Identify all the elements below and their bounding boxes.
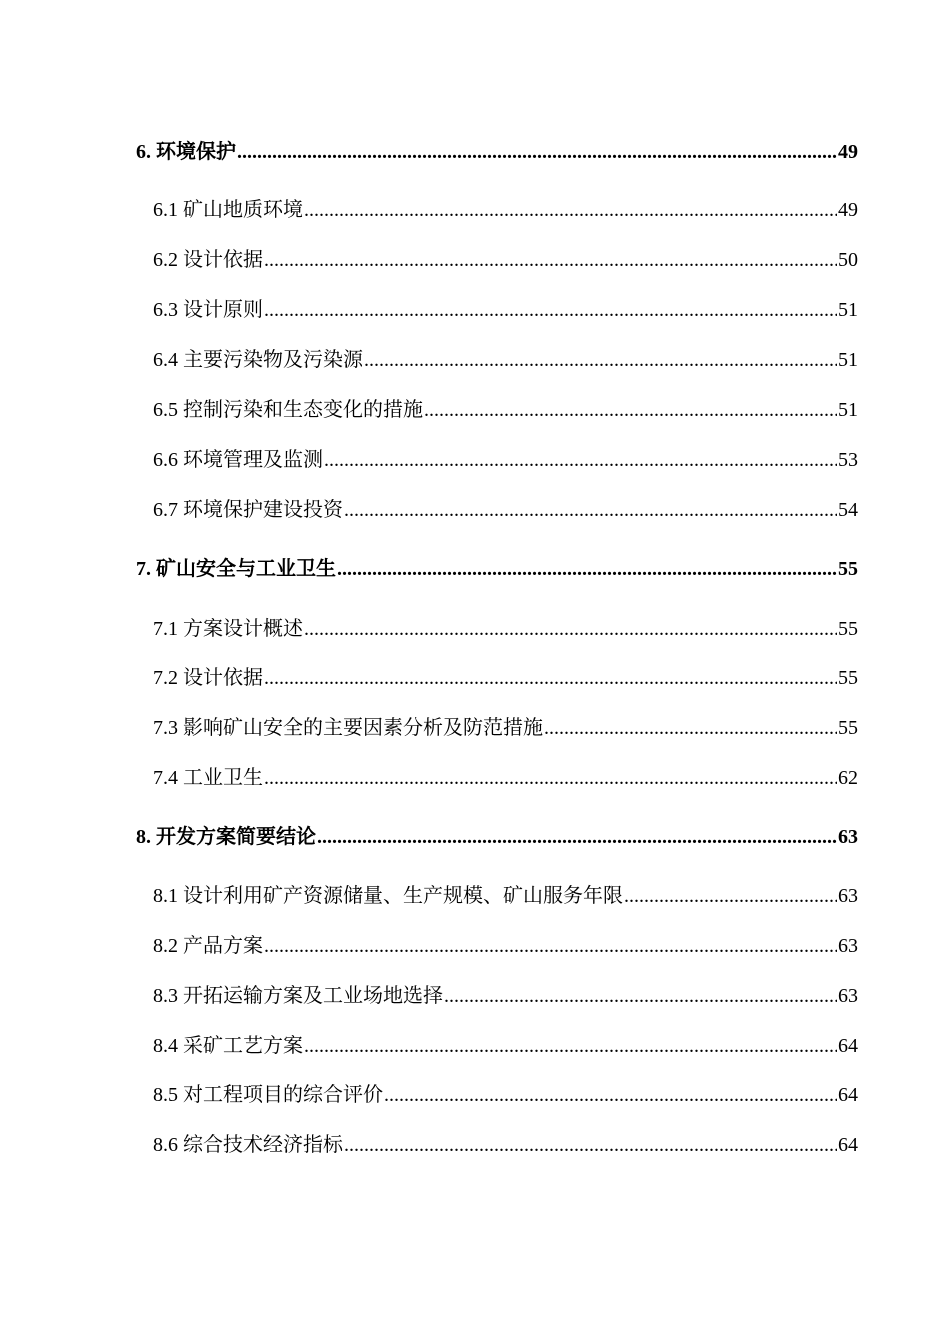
toc-entry-page: 63	[838, 935, 858, 957]
toc-entry-label: 7.2 设计依据	[153, 667, 263, 689]
toc-section-8[interactable]	[136, 822, 858, 852]
toc-dot-leader	[344, 495, 837, 525]
toc-entry-label: 7.4 工业卫生	[153, 767, 263, 789]
toc-entry-label: 8.1 设计利用矿产资源储量、生产规模、矿山服务年限	[153, 885, 623, 907]
toc-dot-leader	[337, 554, 837, 584]
toc-dot-leader	[264, 245, 837, 275]
toc-entry-page: 63	[838, 985, 858, 1007]
toc-entry-label: 8.6 综合技术经济指标	[153, 1134, 343, 1156]
toc-entry-label: 6.1 矿山地质环境	[153, 199, 303, 221]
toc-entry-7-1[interactable]	[153, 614, 858, 644]
toc-entry-page: 55	[838, 618, 858, 640]
toc-entry-label: 6. 环境保护	[136, 141, 236, 163]
toc-entry-label: 6.6 环境管理及监测	[153, 449, 323, 471]
toc-entry-label: 8.2 产品方案	[153, 935, 263, 957]
toc-entry-page: 64	[838, 1035, 858, 1057]
toc-entry-8-5[interactable]	[153, 1080, 858, 1110]
toc-entry-page: 53	[838, 449, 858, 471]
toc-entry-7-4[interactable]	[153, 763, 858, 793]
toc-entry-label: 6.5 控制污染和生态变化的措施	[153, 399, 423, 421]
toc-entry-page: 54	[838, 499, 858, 521]
toc-entry-page: 55	[838, 717, 858, 739]
toc-entry-page: 50	[838, 249, 858, 271]
toc-dot-leader	[264, 931, 837, 961]
toc-entry-label: 6.7 环境保护建设投资	[153, 499, 343, 521]
toc-entry-7-2[interactable]	[153, 663, 858, 693]
toc-dot-leader	[264, 663, 837, 693]
toc-entry-page: 55	[838, 667, 858, 689]
toc-entry-page: 55	[838, 558, 858, 580]
toc-dot-leader	[304, 1031, 837, 1061]
toc-entry-label: 8. 开发方案简要结论	[136, 826, 316, 848]
toc-entry-label: 8.5 对工程项目的综合评价	[153, 1084, 383, 1106]
toc-entry-6-3[interactable]	[153, 295, 858, 325]
toc-dot-leader	[304, 195, 837, 225]
toc-dot-leader	[344, 1130, 837, 1160]
toc-entry-label: 6.4 主要污染物及污染源	[153, 349, 363, 371]
toc-entry-page: 64	[838, 1134, 858, 1156]
toc-entry-page: 51	[838, 299, 858, 321]
toc-entry-label: 7.3 影响矿山安全的主要因素分析及防范措施	[153, 717, 543, 739]
toc-dot-leader	[544, 713, 837, 743]
toc-entry-6-2[interactable]	[153, 245, 858, 275]
toc-entry-label: 6.3 设计原则	[153, 299, 263, 321]
toc-dot-leader	[444, 981, 837, 1011]
toc-entry-label: 7.1 方案设计概述	[153, 618, 303, 640]
toc-entry-page: 49	[838, 141, 858, 163]
toc-entry-6-4[interactable]	[153, 345, 858, 375]
toc-entry-7-3[interactable]	[153, 713, 858, 743]
toc-entry-page: 62	[838, 767, 858, 789]
toc-entry-label: 6.2 设计依据	[153, 249, 263, 271]
toc-entry-8-2[interactable]	[153, 931, 858, 961]
toc-entry-page: 63	[838, 826, 858, 848]
toc-entry-page: 64	[838, 1084, 858, 1106]
toc-entry-page: 51	[838, 349, 858, 371]
toc-dot-leader	[384, 1080, 837, 1110]
toc-dot-leader	[264, 295, 837, 325]
toc-entry-page: 49	[838, 199, 858, 221]
toc-entry-6-7[interactable]	[153, 495, 858, 525]
toc-section-7[interactable]	[136, 554, 858, 584]
toc-dot-leader	[624, 881, 837, 911]
toc-entry-6-5[interactable]	[153, 395, 858, 425]
toc-section-6[interactable]	[136, 137, 858, 167]
toc-dot-leader	[317, 822, 837, 852]
toc-entry-8-6[interactable]	[153, 1130, 858, 1160]
toc-entry-8-3[interactable]	[153, 981, 858, 1011]
toc-entry-6-1[interactable]	[153, 195, 858, 225]
toc-entry-page: 51	[838, 399, 858, 421]
toc-entry-label: 8.3 开拓运输方案及工业场地选择	[153, 985, 443, 1007]
toc-dot-leader	[324, 445, 837, 475]
toc-dot-leader	[304, 614, 837, 644]
toc-entry-6-6[interactable]	[153, 445, 858, 475]
toc-dot-leader	[364, 345, 837, 375]
toc-entry-label: 8.4 采矿工艺方案	[153, 1035, 303, 1057]
toc-entry-page: 63	[838, 885, 858, 907]
toc-entry-8-1[interactable]	[153, 881, 858, 911]
toc-dot-leader	[264, 763, 837, 793]
toc-entry-label: 7. 矿山安全与工业卫生	[136, 558, 336, 580]
toc-dot-leader	[237, 137, 837, 167]
toc-dot-leader	[424, 395, 837, 425]
toc-entry-8-4[interactable]	[153, 1031, 858, 1061]
